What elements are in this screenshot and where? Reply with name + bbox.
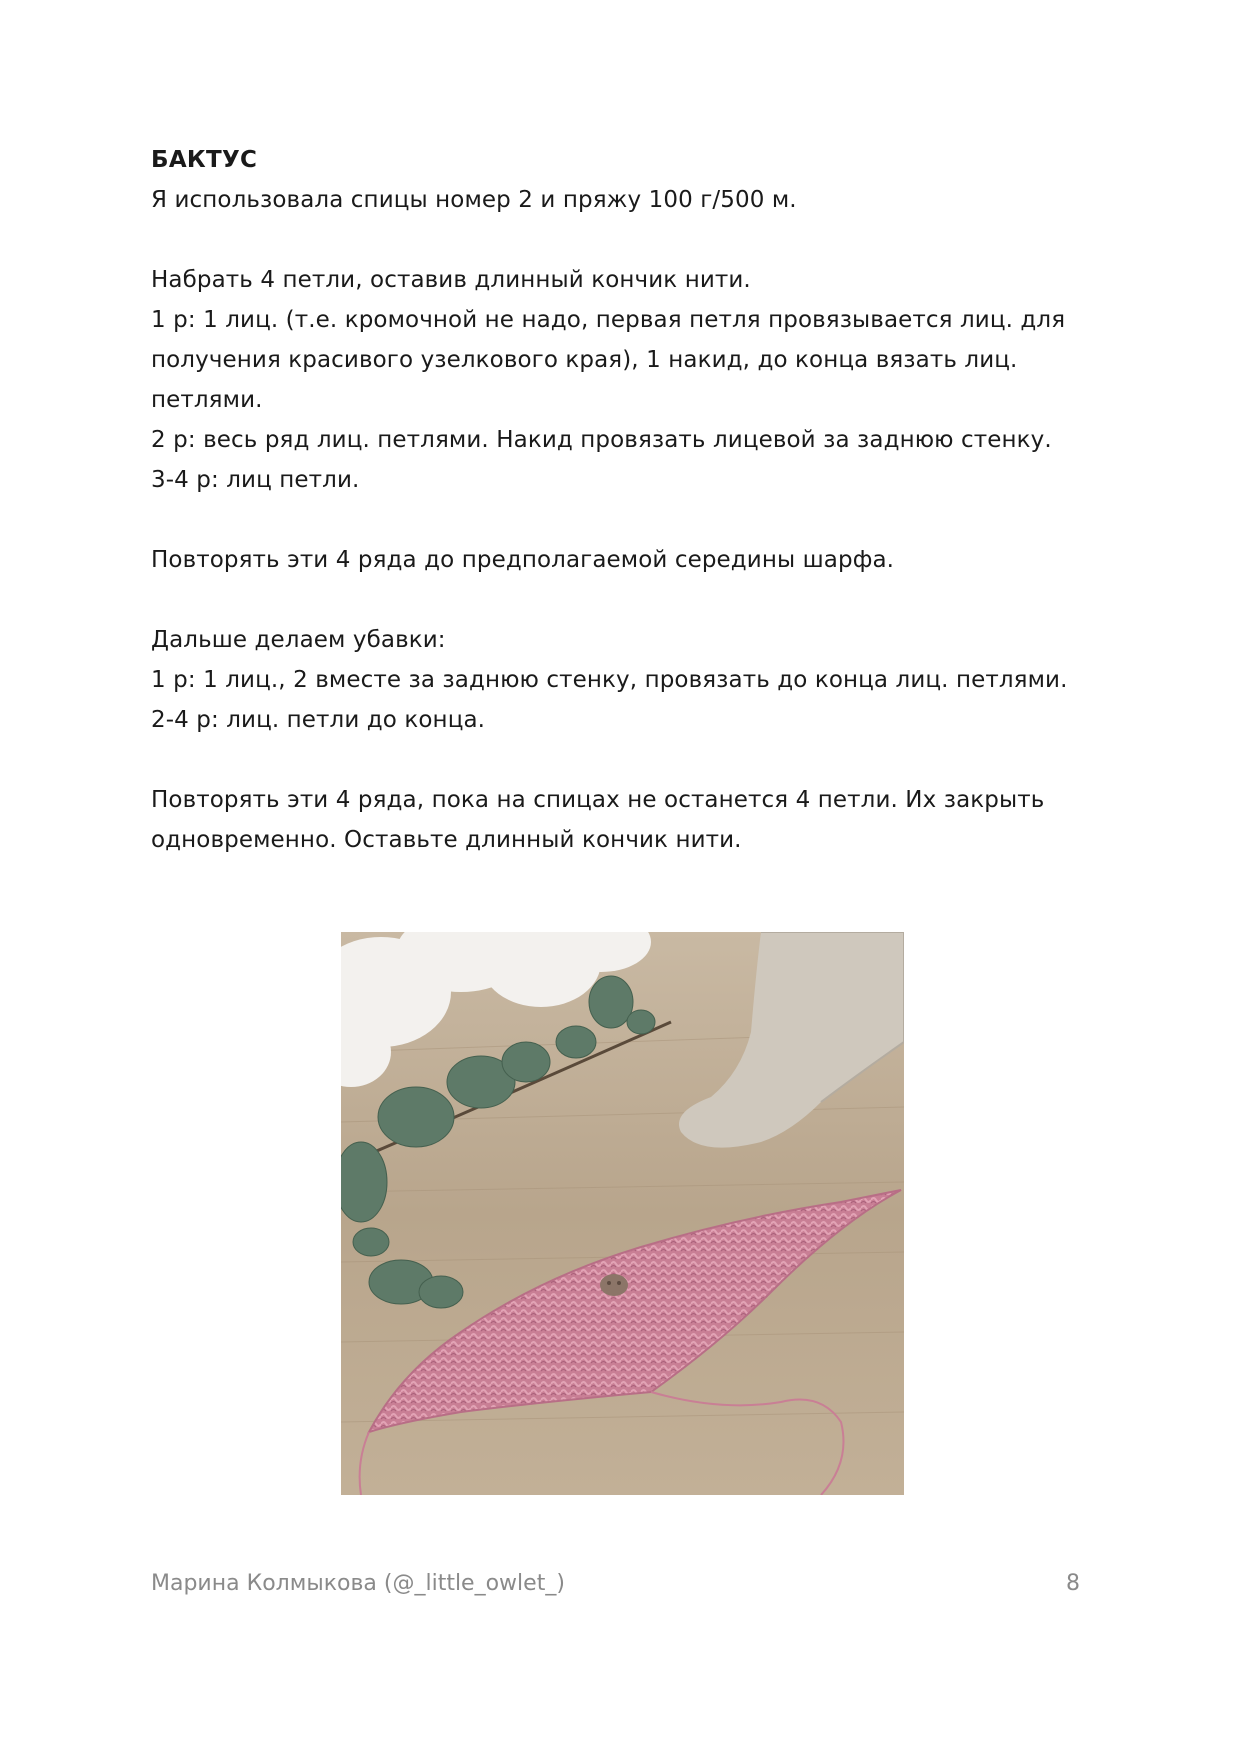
footer-author: Марина Колмыкова (@_little_owlet_) [151, 1571, 565, 1596]
section-title: БАКТУС [151, 147, 258, 173]
knitted-scarf-photo [341, 932, 904, 1495]
instruction-line: 2-4 р: лиц. петли до конца. [151, 707, 486, 733]
page-number: 8 [1066, 1571, 1080, 1596]
instruction-line: Дальше делаем убавки: [151, 627, 446, 653]
instruction-line: 3-4 р: лиц петли. [151, 467, 360, 493]
intro-text: Я использовала спицы номер 2 и пряжу 100 г/500 м. [151, 187, 797, 213]
instruction-line: 1 р: 1 лиц. (т.е. кромочной не надо, первая петля провязывается лиц. для [151, 307, 1066, 333]
instruction-line: Повторять эти 4 ряда, пока на спицах не останется 4 петли. Их закрыть [151, 787, 1045, 813]
instruction-line: Повторять эти 4 ряда до предполагаемой середины шарфа. [151, 547, 895, 573]
instruction-line: петлями. [151, 387, 263, 413]
instruction-line: получения красивого узелкового края), 1 накид, до конца вязать лиц. [151, 347, 1018, 373]
instruction-line: 1 р: 1 лиц., 2 вместе за заднюю стенку, провязать до конца лиц. петлями. [151, 667, 1068, 693]
instruction-line: 2 р: весь ряд лиц. петлями. Накид провязать лицевой за заднюю стенку. [151, 427, 1052, 453]
instruction-line: одновременно. Оставьте длинный кончик нити. [151, 827, 742, 853]
main-content [151, 140, 1091, 860]
instruction-line: Набрать 4 петли, оставив длинный кончик нити. [151, 267, 751, 293]
